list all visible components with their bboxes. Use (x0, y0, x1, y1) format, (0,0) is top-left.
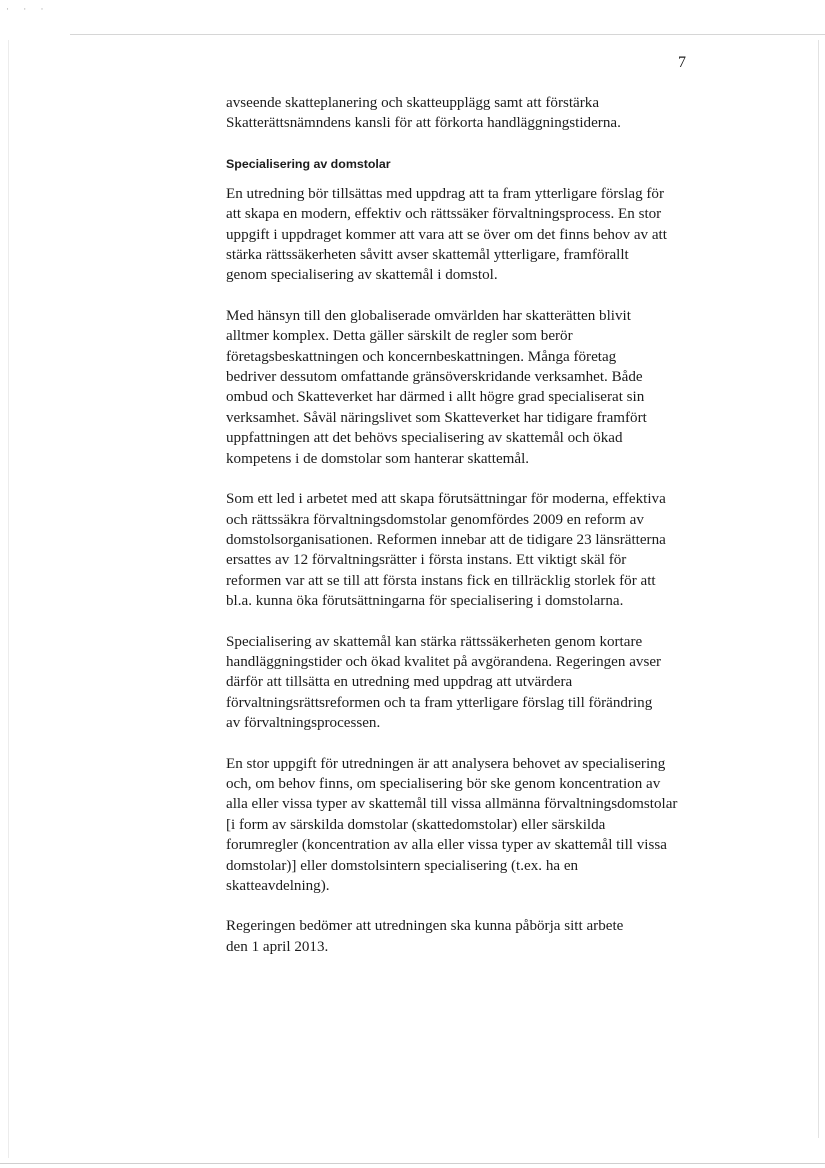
paragraph-1 (226, 184, 696, 286)
text-line: genom specialisering av skattemål i domstol. (226, 267, 498, 284)
text-line: handläggningstider och ökad kvalitet på avgörandena. Regeringen avser (226, 653, 662, 670)
scan-edge-top (70, 34, 825, 35)
text-line: stärka rättssäkerheten såvitt avser skattemål ytterligare, framförallt (226, 247, 629, 264)
text-line: uppgift i uppdraget kommer att vara att se över om det finns behov av att (226, 226, 667, 243)
intro-paragraph (226, 93, 696, 134)
page-number: 7 (678, 54, 686, 71)
text-line: alltmer komplex. Detta gäller särskilt de regler som berör (226, 328, 573, 345)
section-heading: Specialisering av domstolar (226, 156, 391, 171)
text-line: reformen var att se till att första instans fick en tillräcklig storlek för att (226, 572, 656, 589)
text-line: uppfattningen att det behövs specialisering av skattemål och ökad (226, 430, 623, 447)
scan-edge-right (818, 40, 819, 1138)
document-body (226, 93, 696, 977)
paragraph-3 (226, 489, 696, 611)
text-line: Skatterättsnämndens kansli för att förkorta handläggningstiderna. (226, 115, 621, 132)
text-line: En stor uppgift för utredningen är att analysera behovet av specialisering (226, 755, 666, 772)
text-line: skatteavdelning). (226, 878, 330, 894)
paragraph-5 (226, 754, 696, 897)
paragraph-6 (226, 916, 696, 957)
text-line: därför att tillsätta en utredning med uppdrag att utvärdera (226, 674, 573, 691)
paragraph-4 (226, 632, 696, 734)
text-line: Specialisering av skattemål kan stärka rättssäkerheten genom kortare (226, 633, 643, 650)
text-line: domstolar)] eller domstolsintern specialisering (t.ex. ha en (226, 857, 579, 874)
text-line: den 1 april 2013. (226, 938, 329, 955)
text-line: ersattes av 12 förvaltningsrätter i första instans. Ett viktigt skäl för (226, 552, 627, 569)
text-line: En utredning bör tillsättas med uppdrag att ta fram ytterligare förslag för (226, 185, 664, 202)
scan-edge-left (8, 40, 9, 1158)
text-line: avseende skatteplanering och skatteupplägg samt att förstärka (226, 95, 600, 111)
text-line: verksamhet. Såväl näringslivet som Skatteverket har tidigare framfört (226, 409, 647, 426)
paragraph-2 (226, 306, 696, 469)
text-line: att skapa en modern, effektiv och rättssäker förvaltningsprocess. En stor (226, 206, 662, 223)
text-line: förvaltningsrättsreformen och ta fram ytterligare förslag till förändring (226, 694, 653, 711)
text-line: bl.a. kunna öka förutsättningarna för specialisering i domstolarna. (226, 593, 624, 610)
scan-edge-bottom (0, 1163, 825, 1164)
text-line: företagsbeskattningen och koncernbeskattningen. Många företag (226, 348, 617, 365)
text-line: [i form av särskilda domstolar (skattedomstolar) eller särskilda (226, 816, 606, 833)
text-line: Med hänsyn till den globaliserade omvärlden har skatterätten blivit (226, 307, 631, 324)
text-line: domstolsorganisationen. Reformen innebar att de tidigare 23 länsrätterna (226, 531, 666, 548)
text-line: av förvaltningsprocessen. (226, 715, 381, 732)
text-line: och, om behov finns, om specialisering bör ske genom koncentration av (226, 775, 661, 792)
text-line: kompetens i de domstolar som hanterar skattemål. (226, 450, 530, 467)
text-line: alla eller vissa typer av skattemål till vissa allmänna förvaltningsdomstolar (226, 796, 678, 813)
text-line: Regeringen bedömer att utredningen ska kunna påbörja sitt arbete (226, 918, 624, 935)
text-line: ombud och Skatteverket har därmed i allt högre grad specialiserat sin (226, 389, 645, 406)
text-line: forumregler (koncentration av alla eller vissa typer av skattemål till vissa (226, 837, 667, 854)
text-line: bedriver dessutom omfattande gränsöverskridande verksamhet. Både (226, 369, 643, 386)
text-line: Som ett led i arbetet med att skapa förutsättningar för moderna, effektiva (226, 491, 666, 508)
text-line: och rättssäkra förvaltningsdomstolar genomfördes 2009 en reform av (226, 511, 644, 528)
scan-speck: · · · (6, 4, 50, 14)
